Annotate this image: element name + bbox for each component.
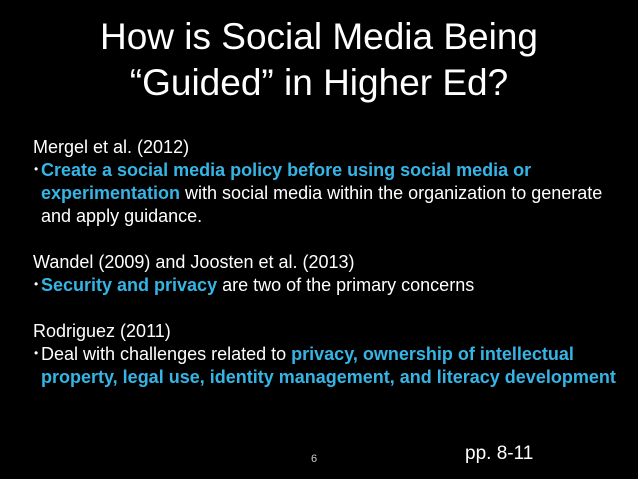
title-line-1: How is Social Media Being bbox=[99, 16, 539, 57]
bullet-item bbox=[33, 274, 628, 297]
bullet-text: are two of the primary concerns bbox=[217, 275, 475, 295]
section-rodriguez bbox=[33, 320, 628, 389]
section-heading: Wandel (2009) and Joosten et al. (2013) bbox=[33, 252, 355, 272]
title-line-2: “Guided” in Higher Ed? bbox=[129, 62, 509, 103]
section-wandel-joosten bbox=[33, 251, 628, 297]
bullet-icon: • bbox=[34, 277, 39, 291]
bullet-text: with social media within the organization to generate and apply guidance. bbox=[41, 183, 603, 226]
highlight-text: Create a social media policy before using social media or experimentation bbox=[41, 160, 532, 203]
slide-title bbox=[0, 14, 638, 106]
highlight-text: Security and privacy bbox=[41, 275, 218, 295]
page-reference: pp. 8-11 bbox=[465, 443, 534, 464]
section-heading: Mergel et al. (2012) bbox=[33, 137, 190, 157]
page-number: 6 bbox=[311, 453, 318, 465]
bullet-item bbox=[33, 159, 628, 228]
bullet-icon: • bbox=[34, 162, 39, 176]
slide-body bbox=[33, 136, 628, 389]
highlight-text: privacy, ownership of intellectual property, legal use, identity management, and literacy development bbox=[41, 344, 616, 387]
bullet-text: Deal with challenges related to bbox=[41, 344, 292, 364]
bullet-icon: • bbox=[34, 346, 39, 360]
bullet-item bbox=[33, 343, 628, 389]
section-heading: Rodriguez (2011) bbox=[33, 321, 171, 341]
section-mergel bbox=[33, 136, 628, 228]
